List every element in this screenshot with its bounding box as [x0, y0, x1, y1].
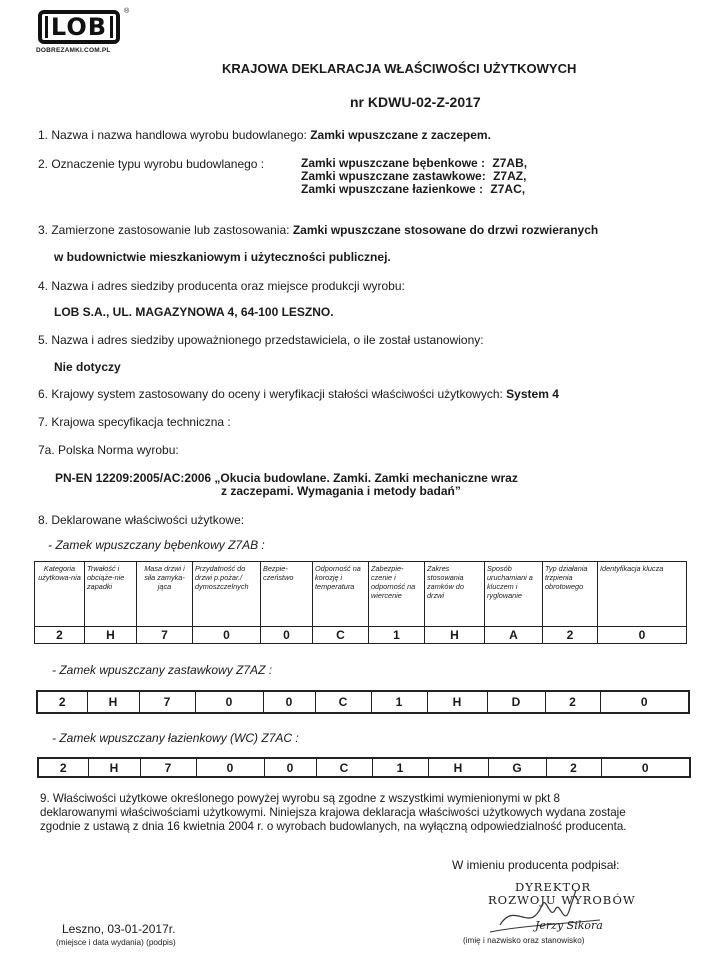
header-cell: Zabezpie-czenie i odporność na wiercenie [369, 562, 425, 627]
value-cell: H [87, 691, 139, 713]
logo-mark: LOB [45, 16, 113, 38]
header-cell: Kategoria użytkowa-nia [35, 562, 85, 627]
header-cell: Masa drzwi i siła zamyka-jąca [137, 562, 193, 627]
value-cell: H [427, 691, 487, 713]
header-cell: Odporność na korozję i temperatura [313, 562, 369, 627]
header-cell: Bezpie-czeństwo [261, 562, 313, 627]
header-cell: Trwałość i obciąże-nie zapadki [85, 562, 137, 627]
value-cell: H [88, 758, 140, 777]
section-4-value: LOB S.A., UL. MAGAZYNOWA 4, 64-100 LESZNO. [54, 305, 334, 319]
table-value-row [35, 627, 687, 644]
section-9 [40, 792, 627, 834]
header-cell: Typ działania trzpienia obrotowego [543, 562, 598, 627]
section-7-label: 7. Krajowa specyfikacja techniczna : [38, 415, 231, 429]
logo-registered-mark: ® [124, 8, 130, 15]
section-2-type-1 [301, 156, 527, 170]
section-3 [38, 223, 598, 237]
section-5-value: Nie dotyczy [54, 360, 121, 374]
value-cell: 2 [37, 691, 87, 713]
value-cell: 2 [543, 627, 598, 644]
on-behalf-label: W imieniu producenta podpisał: [452, 858, 620, 872]
section-1-label: 1. Nazwa i nazwa handlowa wyrobu budowlanego: [38, 128, 307, 142]
table-3-caption: - Zamek wpuszczany łazienkowy (WC) Z7AC : [52, 731, 299, 745]
value-cell: 0 [196, 758, 264, 777]
properties-table-z7az [36, 690, 690, 714]
value-cell: C [313, 627, 369, 644]
type-name: Zamki wpuszczane zastawkowe: [301, 169, 486, 183]
type-name: Zamki wpuszczane bębenkowe : [301, 156, 486, 170]
document-title: KRAJOWA DEKLARACJA WŁAŚCIWOŚCI UŻYTKOWYCH [222, 61, 577, 76]
section-1 [38, 128, 491, 142]
value-cell: D [487, 691, 545, 713]
place-and-date: Leszno, 03-01-2017r. [62, 922, 176, 936]
section-8-label: 8. Deklarowane właściwości użytkowe: [38, 513, 245, 527]
section-2-label: 2. Oznaczenie typu wyrobu budowlanego : [38, 157, 265, 171]
header-cell: Sposób uruchamiani a kluczem i ryglowanie [485, 562, 543, 627]
section-5-label: 5. Nazwa i adres siedziby upoważnionego przedstawiciela, o ile został ustanowiony: [38, 333, 484, 347]
signer-caption: (imię i nazwisko oraz stanowisko) [463, 936, 585, 945]
value-cell: 0 [601, 758, 690, 777]
value-cell: 0 [261, 627, 313, 644]
value-cell: C [316, 758, 372, 777]
section-3-label: 3. Zamierzone zastosowanie lub zastosowania: [38, 223, 290, 237]
value-cell: C [315, 691, 371, 713]
value-cell: H [425, 627, 485, 644]
section-2-type-3 [301, 182, 525, 196]
section-2-type-2 [301, 169, 526, 183]
stamp-title-line-2: ROZWOJU WYROBÓW [488, 893, 636, 907]
value-cell: H [85, 627, 137, 644]
type-code: Z7AB, [492, 156, 528, 170]
type-name: Zamki wpuszczane łazienkowe : [301, 182, 484, 196]
table-value-row [38, 758, 690, 777]
section-6 [38, 387, 559, 401]
value-cell: 0 [263, 691, 315, 713]
section-3-value: Zamki wpuszczane stosowane do drzwi rozwieranych [292, 223, 599, 237]
section-9-line: deklarowanymi właściwościami użytkowymi. Niniejsza krajowa deklaracja właściwości użytkowych wydana zostaje [40, 806, 626, 819]
section-7a-label: 7a. Polska Norma wyrobu: [38, 443, 179, 457]
place-date-caption: (miejsce i data wydania) (podpis) [56, 938, 176, 947]
header-cell: Identyfikacja klucza [598, 562, 687, 627]
section-3-value-cont: w budownictwie mieszkaniowym i użyteczności publicznej. [54, 250, 391, 264]
value-cell: 1 [372, 758, 428, 777]
value-cell: 1 [371, 691, 427, 713]
table-value-row [37, 691, 689, 713]
value-cell: 0 [598, 627, 687, 644]
table-1-caption: - Zamek wpuszczany bębenkowy Z7AB : [48, 538, 265, 552]
logo-url: DOBREZAMKI.COM.PL [36, 47, 111, 54]
value-cell: 0 [193, 627, 261, 644]
stamp-name: Jerzy Sikora [535, 919, 603, 932]
stamp-title-line-1: DYREKTOR [515, 880, 592, 894]
value-cell: 0 [600, 691, 689, 713]
value-cell: 2 [38, 758, 88, 777]
section-9-line: 9. Właściwości użytkowe określonego powyżej wyrobu są zgodne z wszystkimi wymienionymi w pkt 8 [40, 792, 560, 805]
section-6-label: 6. Krajowy system zastosowany do oceny i weryfikacji stałości właściwości użytkowych: [38, 387, 503, 401]
value-cell: H [428, 758, 488, 777]
value-cell: 2 [545, 691, 600, 713]
value-cell: 0 [264, 758, 316, 777]
value-cell: 7 [139, 691, 195, 713]
section-7a-value: PN-EN 12209:2005/AC:2006 „Okucia budowlane. Zamki. Zamki mechaniczne wraz [55, 471, 518, 485]
company-logo [38, 10, 120, 44]
type-code: Z7AZ, [493, 169, 527, 183]
section-9-line: zgodnie z ustawą z dnia 16 kwietnia 2004 r. o wyrobach budowlanych, na wyłączną odpowiedzialność producenta. [40, 820, 627, 833]
table-2-caption: - Zamek wpuszczany zastawkowy Z7AZ : [52, 663, 273, 677]
header-cell: Zakres stosowania zamków do drzwi [425, 562, 485, 627]
type-code: Z7AC, [490, 182, 526, 196]
table-header-row [35, 562, 687, 627]
value-cell: 7 [137, 627, 193, 644]
properties-table-z7ab [34, 561, 687, 644]
value-cell: 2 [546, 758, 601, 777]
value-cell: 2 [35, 627, 85, 644]
section-4-label: 4. Nazwa i adres siedziby producenta oraz miejsce produkcji wyrobu: [38, 279, 405, 293]
value-cell: 7 [140, 758, 196, 777]
value-cell: 1 [369, 627, 425, 644]
value-cell: A [485, 627, 543, 644]
value-cell: G [488, 758, 546, 777]
document-number: nr KDWU-02-Z-2017 [350, 94, 481, 110]
section-7a-value-cont: z zaczepami. Wymagania i metody badań” [221, 484, 461, 498]
value-cell: 0 [195, 691, 263, 713]
header-cell: Przydatność do drzwi p.pożar./ dymoszczelnych [193, 562, 261, 627]
properties-table-z7ac [37, 757, 691, 778]
section-6-value: System 4 [506, 387, 559, 401]
section-1-value: Zamki wpuszczane z zaczepem. [310, 128, 491, 142]
